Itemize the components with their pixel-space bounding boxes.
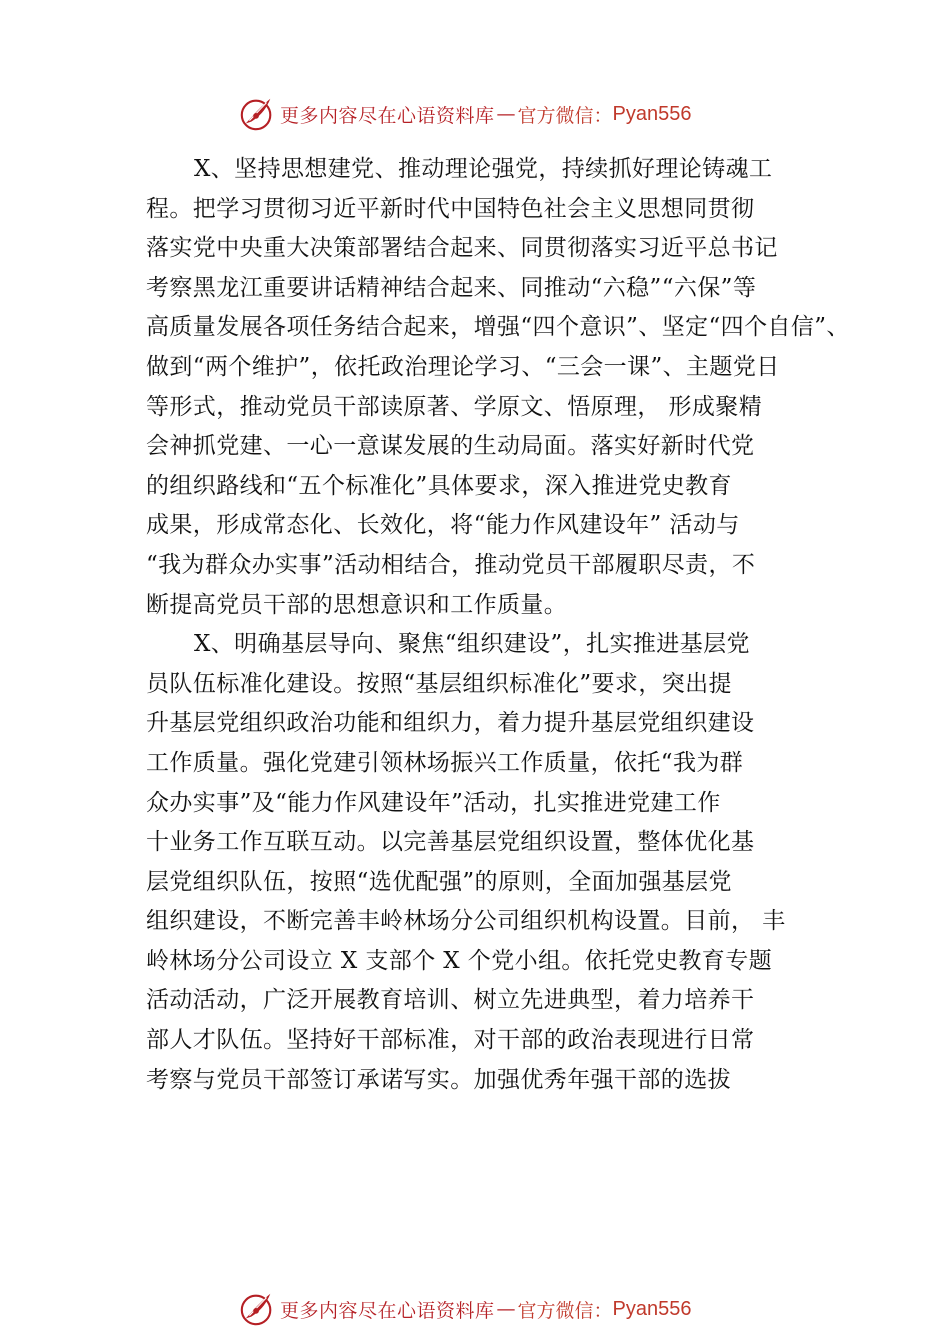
header-watermark-banner <box>238 94 692 134</box>
footer-watermark-banner <box>238 1289 692 1329</box>
text-line: 的组织路线和“五个标准化”具体要求，深入推进党史教育 <box>146 472 732 499</box>
banner-wechat-id: Pyan556 <box>612 102 692 125</box>
text-line: 活动活动，广泛开展教育培训、树立先进典型，着力培养干 <box>146 987 755 1014</box>
text-line: “我为群众办实事”活动相结合，推动党员干部履职尽责，不 <box>146 551 756 578</box>
text-line: X、明确基层导向、聚焦“组织建设”，扎实推进基层党 <box>194 631 750 658</box>
text-line: 等形式，推动党员干部读原著、学原文、悟原理， 形成聚精 <box>146 393 763 420</box>
banner-wechat-label: 官方微信： <box>517 104 613 127</box>
text-line: 高质量发展各项任务结合起来，增强“四个意识”、坚定“四个自信”、 <box>146 314 850 341</box>
quill-pen-logo-icon <box>238 1290 276 1328</box>
text-line: 会神抓党建、一心一意谋发展的生动局面。落实好新时代党 <box>146 433 755 460</box>
text-line: 做到“两个维护”，依托政治理论学习、“三会一课”、主题党日 <box>146 353 780 380</box>
text-line: 考察与党员干部签订承诺写实。加强优秀年强干部的选拔 <box>146 1066 731 1093</box>
text-line: 升基层党组织政治功能和组织力，着力提升基层党组织建设 <box>146 710 755 737</box>
text-line: 断提高党员干部的思想意识和工作质量。 <box>146 591 568 618</box>
text-line: 落实党中央重大决策部署结合起来、同贯彻落实习近平总书记 <box>146 235 778 262</box>
text-line: 众办实事”及“能力作风建设年”活动，扎实推进党建工作 <box>146 789 721 816</box>
banner-wechat-label: 官方微信： <box>517 1299 613 1322</box>
text-line: X、坚持思想建党、推动理论强党，持续抓好理论铸魂工 <box>194 156 773 182</box>
text-line: 员队伍标准化建设。按照“基层组织标准化”要求，突出提 <box>146 670 732 697</box>
banner-separator: — <box>496 103 516 125</box>
text-line: 考察黑龙江重要讲话精神结合起来、同推动“六稳”“六保”等 <box>146 274 757 301</box>
text-line: 部人才队伍。坚持好干部标准，对干部的政治表现进行日常 <box>146 1027 755 1054</box>
banner-wechat-id: Pyan556 <box>612 1297 692 1320</box>
document-body <box>146 150 850 1100</box>
text-line: 组织建设，不断完善丰岭林场分公司组织机构设置。目前， 丰 <box>146 908 786 935</box>
banner-site-text: 更多内容尽在心语资料库 <box>280 1299 495 1322</box>
text-line: 成果，形成常态化、长效化，将“能力作风建设年” 活动与 <box>146 512 740 539</box>
text-line: 十业务工作互联互动。以完善基层党组织设置，整体优化基 <box>146 829 755 856</box>
banner-site-text: 更多内容尽在心语资料库 <box>280 104 495 127</box>
text-line: 岭林场分公司设立 X 支部个 X 个党小组。依托党史教育专题 <box>146 947 772 974</box>
text-line: 层党组织队伍，按照“选优配强”的原则，全面加强基层党 <box>146 868 732 895</box>
text-line: 程。把学习贯彻习近平新时代中国特色社会主义思想同贯彻 <box>146 195 755 222</box>
quill-pen-logo-icon <box>238 95 276 133</box>
banner-separator: — <box>496 1298 516 1320</box>
text-line: 工作质量。强化党建引领林场振兴工作质量，依托“我为群 <box>146 749 744 776</box>
